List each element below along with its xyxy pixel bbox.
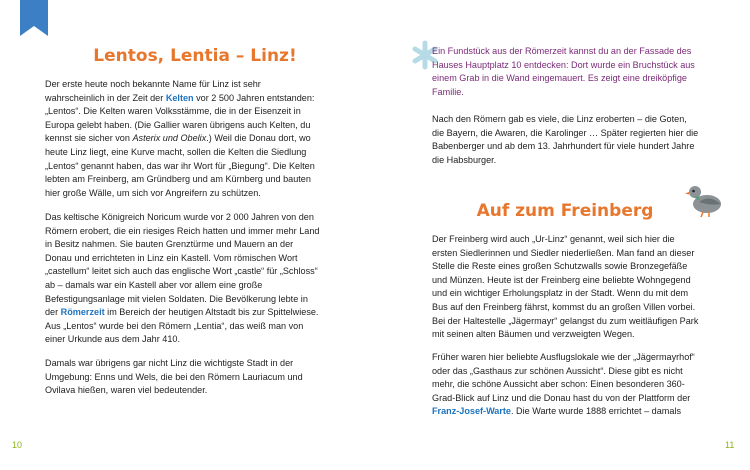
pigeon-illustration-icon	[685, 180, 725, 218]
page-number-left: 10	[12, 440, 23, 450]
bookmark-ribbon-icon	[20, 0, 48, 36]
roemerzeit-fact: Ein Fundstück aus der Römerzeit kannst du an der Fassade des Hauses Hauptplatz 10 entdecken: Dort wurde ein Bruchstück aus einem Grab in die Wand eingemauert. Es zeigt eine dreiköpfige Familie.	[432, 46, 695, 97]
paragraph-umgebung: Damals war übrigens gar nicht Linz die wichtigste Stadt in der Umgebung: Enns und Wels, die bei den Römern Lauriacum und Ovilava hießen, waren viel bedeutender.	[45, 358, 303, 396]
paragraph-kelten: Der erste heute noch bekannte Name für Linz ist sehr wahrscheinlich in der Zeit der Kelten vor 2 500 Jahren entstanden: „Lentos“. Die Kelten waren Volksstämme, die in der Eisenzeit in Europa gelebt haben. (Die Gallier waren übrigens auch Kelten, du kennst sie sicher von Asterix und Obelix.) Weil die Donau dort, wo heute Linz liegt, eine Kurve macht, sollen die Kelten die Siedlung „Lentos“ genannt haben, das war ihr Wort für „Biegung“. Die Kelten lebten am Freinberg, am Gründberg und am Kürnberg und bauten hier große Wälle, um sich vor Angreifern zu schützen.	[45, 79, 315, 198]
paragraph-freinberg: Der Freinberg wird auch „Ur-Linz“ genannt, weil sich hier die ersten Siedlerinnen und Siedler niederließen. Man fand an dieser Stelle die Reste eines großen Schutzwalls sowie Bronzegefäße und Münzen. Heute ist der Freinberg eine beliebte Wohngegend und ein wichtiger Erholungsplatz in der Stadt. Wenn du mit dem Bus auf den Freinberg fährst, kommst du an großen Villen vorbei. Bei der Haltestelle „Jägermayr“ gelangst du zum weitläufigen Park mit seinen alten Bäumen und verzweigten Wegen.	[432, 234, 699, 340]
left-page-title: Lentos, Lentia – Linz!	[93, 46, 297, 66]
paragraph-noricum: Das keltische Königreich Noricum wurde vor 2 000 Jahren von den Römern erobert, die ein riesiges Reich hatten und immer mehr Land in Besitz nahmen. Sie bauten Grenztürme und Mauern an der Donau und errichteten in Linz ein Kastell. Vom römischen Wort „castellum“ leitet sich auch das englische Wort „castle“ für „Schloss“ ab – damals war ein Kastell aber vor allem eine große Befestigungsanlage mit vielen Soldaten. Die Bevölkerung lebte in der Römerzeit im Bereich der heutigen Altstadt bis zur Spittelwiese. Aus „Lentos“ wurde bei den Römern „Lentia“, das weiß man von einer Urkunde aus dem Jahr 410.	[45, 212, 320, 345]
keyword-roemerzeit: Römerzeit	[60, 307, 105, 318]
page-number-right: 11	[725, 440, 735, 450]
keyword-franz-josef-warte: Franz-Josef-Warte	[432, 406, 511, 417]
right-page-title: Auf zum Freinberg	[476, 201, 654, 221]
keyword-kelten: Kelten	[165, 92, 194, 103]
paragraph-ausflugslokale: Früher waren hier beliebte Ausflugslokale wie der „Jägermayrhof“ oder das „Gasthaus zur schönen Aussicht“. Diese gibt es nicht mehr, die schöne Aussicht aber schon: Einen besonderen 360-Grad-Blick auf Linz und die Donau hast du von der Plattform der Franz-Josef-Warte. Die Warte wurde 1888 errichtet – damals	[432, 352, 695, 417]
paragraph-eroberer: Nach den Römern gab es viele, die Linz eroberten – die Goten, die Bayern, die Awaren, die Karolinger … Später regierten hier die Babenberger und ab dem 13. Jahrhundert für viele hundert Jahre die Habsburger.	[432, 114, 699, 165]
